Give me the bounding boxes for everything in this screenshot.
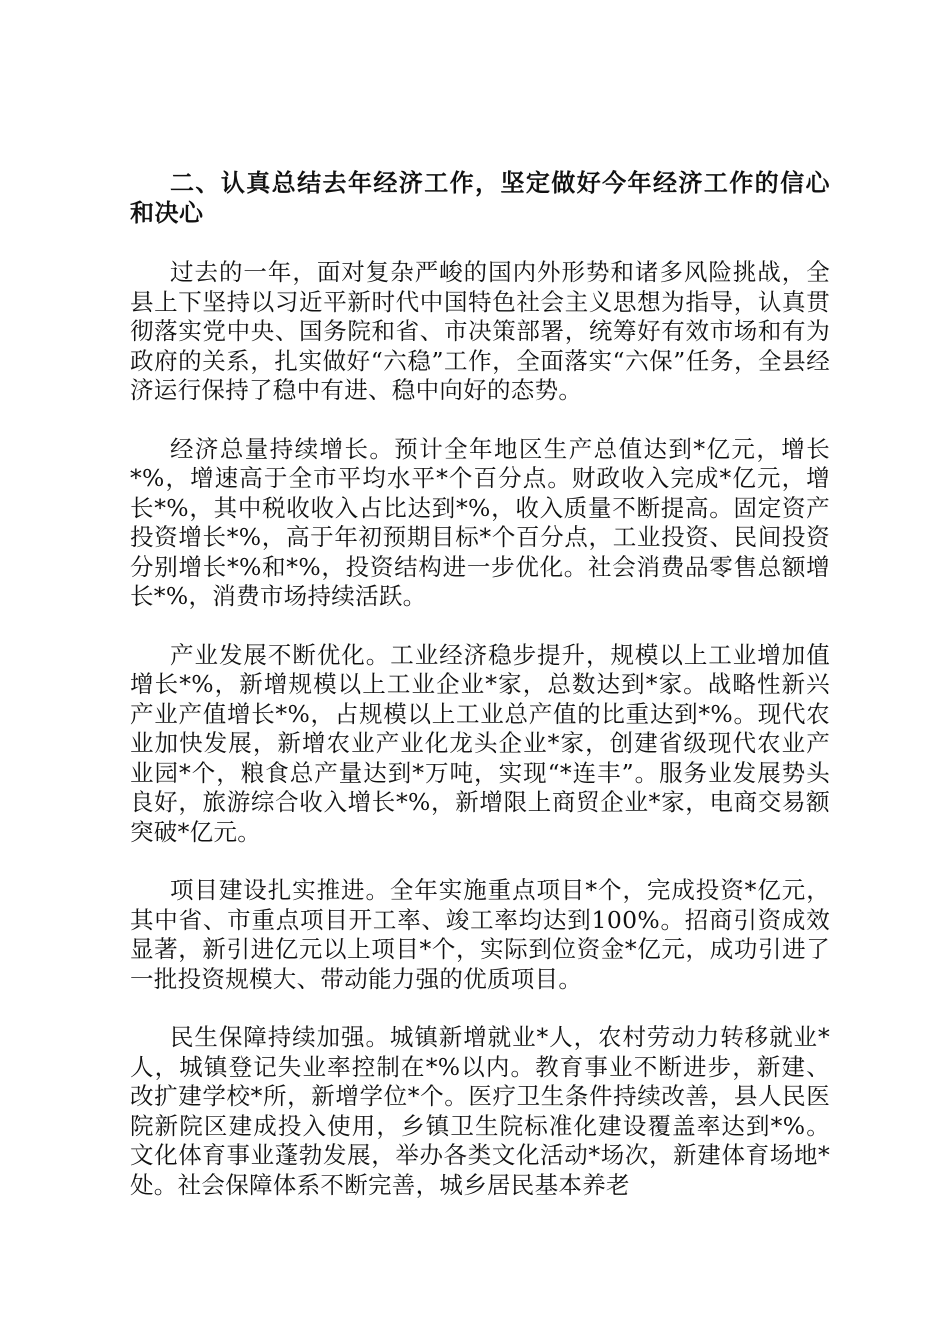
paragraph-livelihood: 民生保障持续加强。城镇新增就业*人，农村劳动力转移就业*人，城镇登记失业率控制在*%以内。教育事业不断进步，新建、改扩建学校*所，新增学位*个。医疗卫生条件持续改善，县人民医院新院区建成投入使用，乡镇卫生院标准化建设覆盖率达到*%。文化体育事业蓬勃发展，举办各类文化活动*场次，新建体育场地*处。社会保障体系不断完善，城乡居民基本养老 — [130, 1023, 830, 1199]
document-page — [130, 168, 830, 1229]
section-heading: 二、认真总结去年经济工作，坚定做好今年经济工作的信心和决心 — [130, 169, 830, 227]
paragraph-economy-growth: 经济总量持续增长。预计全年地区生产总值达到*亿元，增长*%，增速高于全市平均水平*个百分点。财政收入完成*亿元，增长*%，其中税收收入占比达到*%，收入质量不断提高。固定资产投资增长*%，高于年初预期目标*个百分点，工业投资、民间投资分别增长*%和*%，投资结构进一步优化。社会消费品零售总额增长*%，消费市场持续活跃。 — [130, 434, 830, 610]
paragraph-industry-development: 产业发展不断优化。工业经济稳步提升，规模以上工业增加值增长*%，新增规模以上工业企业*家，总数达到*家。战略性新兴产业产值增长*%，占规模以上工业总产值的比重达到*%。现代农业加快发展，新增农业产业化龙头企业*家，创建省级现代农业产业园*个，粮食总产量达到*万吨，实现“*连丰”。服务业发展势头良好，旅游综合收入增长*%，新增限上商贸企业*家，电商交易额突破*亿元。 — [130, 640, 830, 846]
paragraph-project-construction: 项目建设扎实推进。全年实施重点项目*个，完成投资*亿元，其中省、市重点项目开工率、竣工率均达到100%。招商引资成效显著，新引进亿元以上项目*个，实际到位资金*亿元，成功引进了一批投资规模大、带动能力强的优质项目。 — [130, 876, 830, 993]
paragraph-overview: 过去的一年，面对复杂严峻的国内外形势和诸多风险挑战，全县上下坚持以习近平新时代中国特色社会主义思想为指导，认真贯彻落实党中央、国务院和省、市决策部署，统筹好有效市场和有为政府的关系，扎实做好“六稳”工作，全面落实“六保”任务，全县经济运行保持了稳中有进、稳中向好的态势。 — [130, 258, 830, 404]
